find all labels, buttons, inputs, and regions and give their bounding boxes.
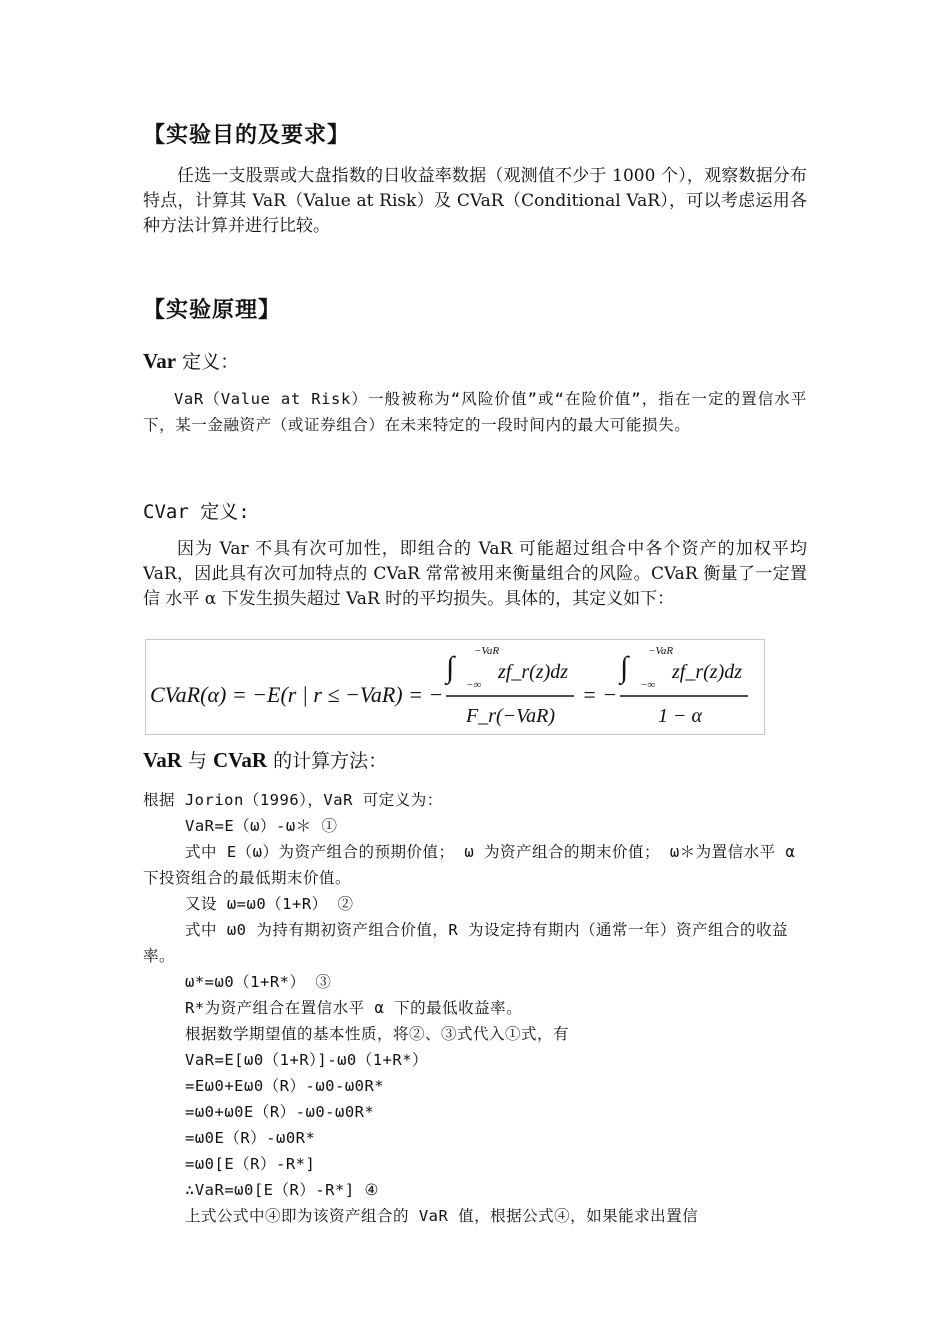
calc-line: 根据数学期望值的基本性质，将②、③式代入①式，有 [185,1025,570,1043]
calc-line: =Eω0+Eω0（R）-ω0-ω0R* [185,1077,385,1095]
var-definition-paragraph: VaR（Value at Risk）一般被称为“风险价值”或“在险价值”，指在一定的置信水平下，某一金融资产（或证券组合）在未来特定的一段时间内的最大可能损失。 [143,390,807,434]
calc-title-mid: 与 [181,750,213,772]
cvar-definition-paragraph: 因为 Var 不具有次可加性，即组合的 VaR 可能超过组合中各个资产的加权平均 VaR，因此具有次可加特点的 CVaR 常常被用来衡量组合的风险。CVaR 衡量了一定置信 水平 α 下发生损失超过 VaR 时的平均损失。具体的，其定义如下： [143,539,807,609]
formula-equals-2: = − [582,682,618,707]
integral-lower-1: −∞ [466,679,482,691]
section-heading-purpose: 【实验目的及要求】 [143,123,351,148]
denominator-2: 1 − α [658,705,702,727]
numerator-2: zf_r(z)dz [672,661,743,683]
integral-sign-2: ∫ [620,651,629,684]
calc-line: =ω0+ω0E（R）-ω0-ω0R* [185,1103,375,1121]
calc-title-rest: 的计算方法： [267,750,388,772]
calc-line: VaR=E[ω0（1+R）]-ω0（1+R*） [185,1051,429,1069]
calc-line: ∴VaR=ω0[E（R）-R*] ④ [185,1181,379,1199]
integral-upper-1: −VaR [474,645,500,657]
denominator-1: F_r(−VaR) [466,705,556,727]
var-title-bold: Var [143,349,177,373]
calc-method-body [143,787,807,1229]
calc-line: R*为资产组合在置信水平 α 下的最低收益率。 [185,999,523,1017]
integral-lower-2: −∞ [640,679,656,691]
cvar-formula [146,640,764,734]
calc-line: 式中 ω0 为持有期初资产组合价值，R 为设定持有期内（通常一年）资产组合的收益率。 [143,921,788,965]
calc-line: VaR=E（ω）-ω＊ ① [185,817,338,835]
numerator-1: zf_r(z)dz [498,661,569,683]
cvar-definition-title: CVar 定义: [143,501,250,523]
calc-line: 上式公式中④即为该资产组合的 VaR 值，根据公式④，如果能求出置信 [185,1207,699,1225]
calc-line: 根据 Jorion（1996），VaR 可定义为： [143,791,443,809]
formula-lhs: CVaR(α) = −E(r | r ≤ −VaR) = − [150,682,444,707]
calc-title-bold-1: VaR [143,748,182,772]
calc-line: ω*=ω0（1+R*） ③ [185,973,332,991]
var-title-rest: 定义： [176,351,240,373]
calc-title-bold-2: CVaR [213,748,268,772]
cvar-formula-box [145,639,765,735]
integral-sign-1: ∫ [446,651,455,684]
var-definition-title [143,347,239,374]
section-heading-principle: 【实验原理】 [143,298,282,323]
purpose-paragraph: 任选一支股票或大盘指数的日收益率数据（观测值不少于 1000 个），观察数据分布特点，计算其 VaR（Value at Risk）及 CVaR（Conditional VaR），可以考虑运用各种方法计算并进行比较。 [143,166,807,236]
calc-method-title [143,746,387,773]
calc-line: 式中 E（ω）为资产组合的预期价值； ω 为资产组合的期末价值； ω＊为置信水平 α 下投资组合的最低期末价值。 [143,843,796,887]
calc-line: =ω0[E（R）-R*] [185,1155,316,1173]
calc-line: =ω0E（R）-ω0R* [185,1129,316,1147]
calc-line: 又设 ω=ω0（1+R） ② [185,895,354,913]
integral-upper-2: −VaR [648,645,674,657]
